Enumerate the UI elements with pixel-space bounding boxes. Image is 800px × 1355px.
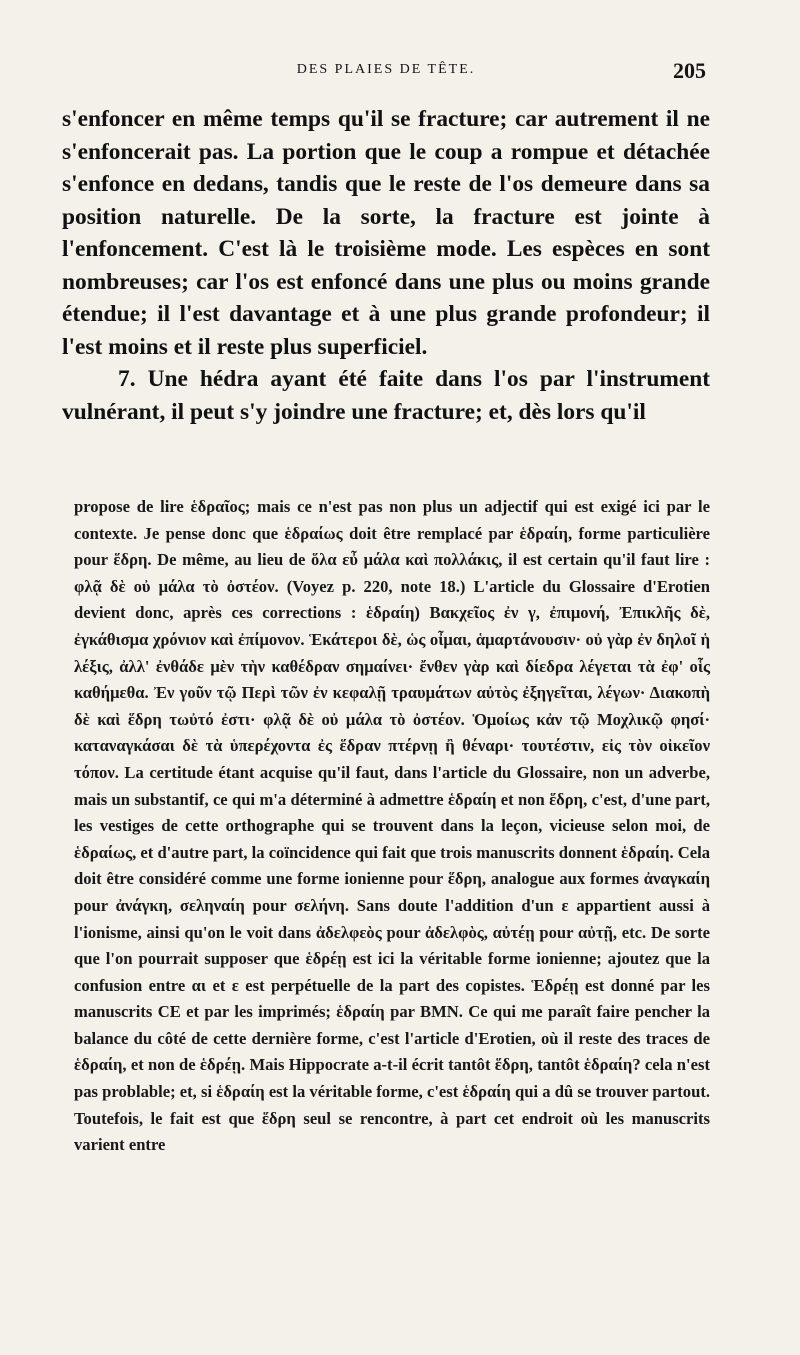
- main-paragraph: 7. Une hédra ayant été faite dans l'os par l'instrument vulnérant, il peut s'y joindre une fracture; et, dès lors qu'il: [62, 366, 710, 425]
- footnote-text: propose de lire ἑδραῖος; mais ce n'est pas non plus un adjectif qui est exigé ici par le contexte. Je pense donc que ἑδραίως doit être remplacé par ἑδραίη, forme particulière pour ἕδρη. De même, au lieu de ὅλα εὖ μάλα καὶ πολλάκις, il est certain qu'il faut lire : φλᾷ δὲ οὐ μάλα τὸ ὀστέον. (Voyez p. 220, note 18.) L'article du Glossaire d'Erotien devient donc, après ces corrections : ἑδραίη) Βακχεῖος ἐν γ, ἐπιμονή, Ἐπικλῆς δὲ, ἐγκάθισμα χρόνιον καὶ ἐπίμονον. Ἑκάτεροι δὲ, ὡς οἶμαι, ἁμαρτάνουσιν· οὐ γὰρ ἐν δηλοῖ ἡ λέξις, ἀλλ' ἐνθάδε μὲν τὴν καθέδραν σημαίνει· ἔνθεν γὰρ καὶ δίεδρα λέγεται τὰ ἐφ' οἷς καθήμεθα. Ἐν γοῦν τῷ Περὶ τῶν ἐν κεφαλῇ τραυμάτων αὐτὸς ἐξηγεῖται, λέγων· Διακοπὴ δὲ καὶ ἕδρη τωὐτό ἐστι· φλᾷ δὲ οὐ μάλα τὸ ὀστέον. Ὁμοίως κἀν τῷ Μοχλικῷ φησί· καταναγκάσαι δὲ τὰ ὑπερέχοντα ἐς ἕδραν πτέρνῃ ἢ θέναρι· τουτέστιν, εἰς τὸν οἰκεῖον τόπον. La certitude étant acquise qu'il faut, dans l'article du Glossaire, non un adverbe, mais un substantif, ce qui m'a déterminé à admettre ἑδραίη et non ἕδρη, c'est, d'une part, les vestiges de cette orthographe qui se trouvent dans la leçon, vicieuse selon moi, de ἑδραίως, et d'autre part, la coïncidence qui fait que trois manuscrits donnent ἑδραίη. Cela doit être considéré comme une forme ionienne pour ἕδρη, analogue aux formes ἀναγκαίη pour ἀνάγκη, σεληναίη pour σελήνη. Sans doute l'addition d'un ε appartient aussi à l'ionisme, ainsi qu'on le voit dans ἀδελφεὸς pour ἀδελφὸς, αὐτέῃ pour αὐτῇ, etc. De sorte que l'on pourrait supposer que ἑδρέῃ est ici la véritable forme ionienne; ajoutez que la confusion entre αι et ε est perpétuelle de la part des copistes. Ἑδρέῃ est donné par les manuscrits CE et par les imprimés; ἑδραίη par BMN. Ce qui me paraît faire pencher la balance du côté de cette dernière forme, c'est l'article d'Erotien, où il reste des traces de ἑδραίη, et non de ἑδρέῃ. Mais Hippocrate a-t-il écrit tantôt ἕδρη, tantôt ἑδραίη? cela n'est pas problable; et, si ἑδραίη est la véritable forme, c'est ἑδραίη qui a dû se trouver partout. Toutefois, le fait est que ἕδρη seul se rencontre, à part cet endroit où les manuscrits varient entre: [74, 497, 710, 1155]
- page-number: 205: [673, 58, 706, 83]
- running-title: DES PLAIES DE TÊTE.: [296, 62, 476, 77]
- page-header: [62, 58, 710, 86]
- main-text: [62, 103, 710, 428]
- footnote: [74, 494, 710, 1159]
- main-paragraph: s'enfoncer en même temps qu'il se fracture; car autrement il ne s'enfoncerait pas. La portion que le coup a rompue et détachée s'enfonce en dedans, tandis que le reste de l'os demeure dans sa position naturelle. De la sorte, la fracture est jointe à l'enfoncement. C'est là le troisième mode. Les espèces en sont nombreuses; car l'os est enfoncé dans une plus ou moins grande étendue; il l'est davantage et à une plus grande profondeur; il l'est moins et il reste plus superficiel.: [62, 106, 710, 360]
